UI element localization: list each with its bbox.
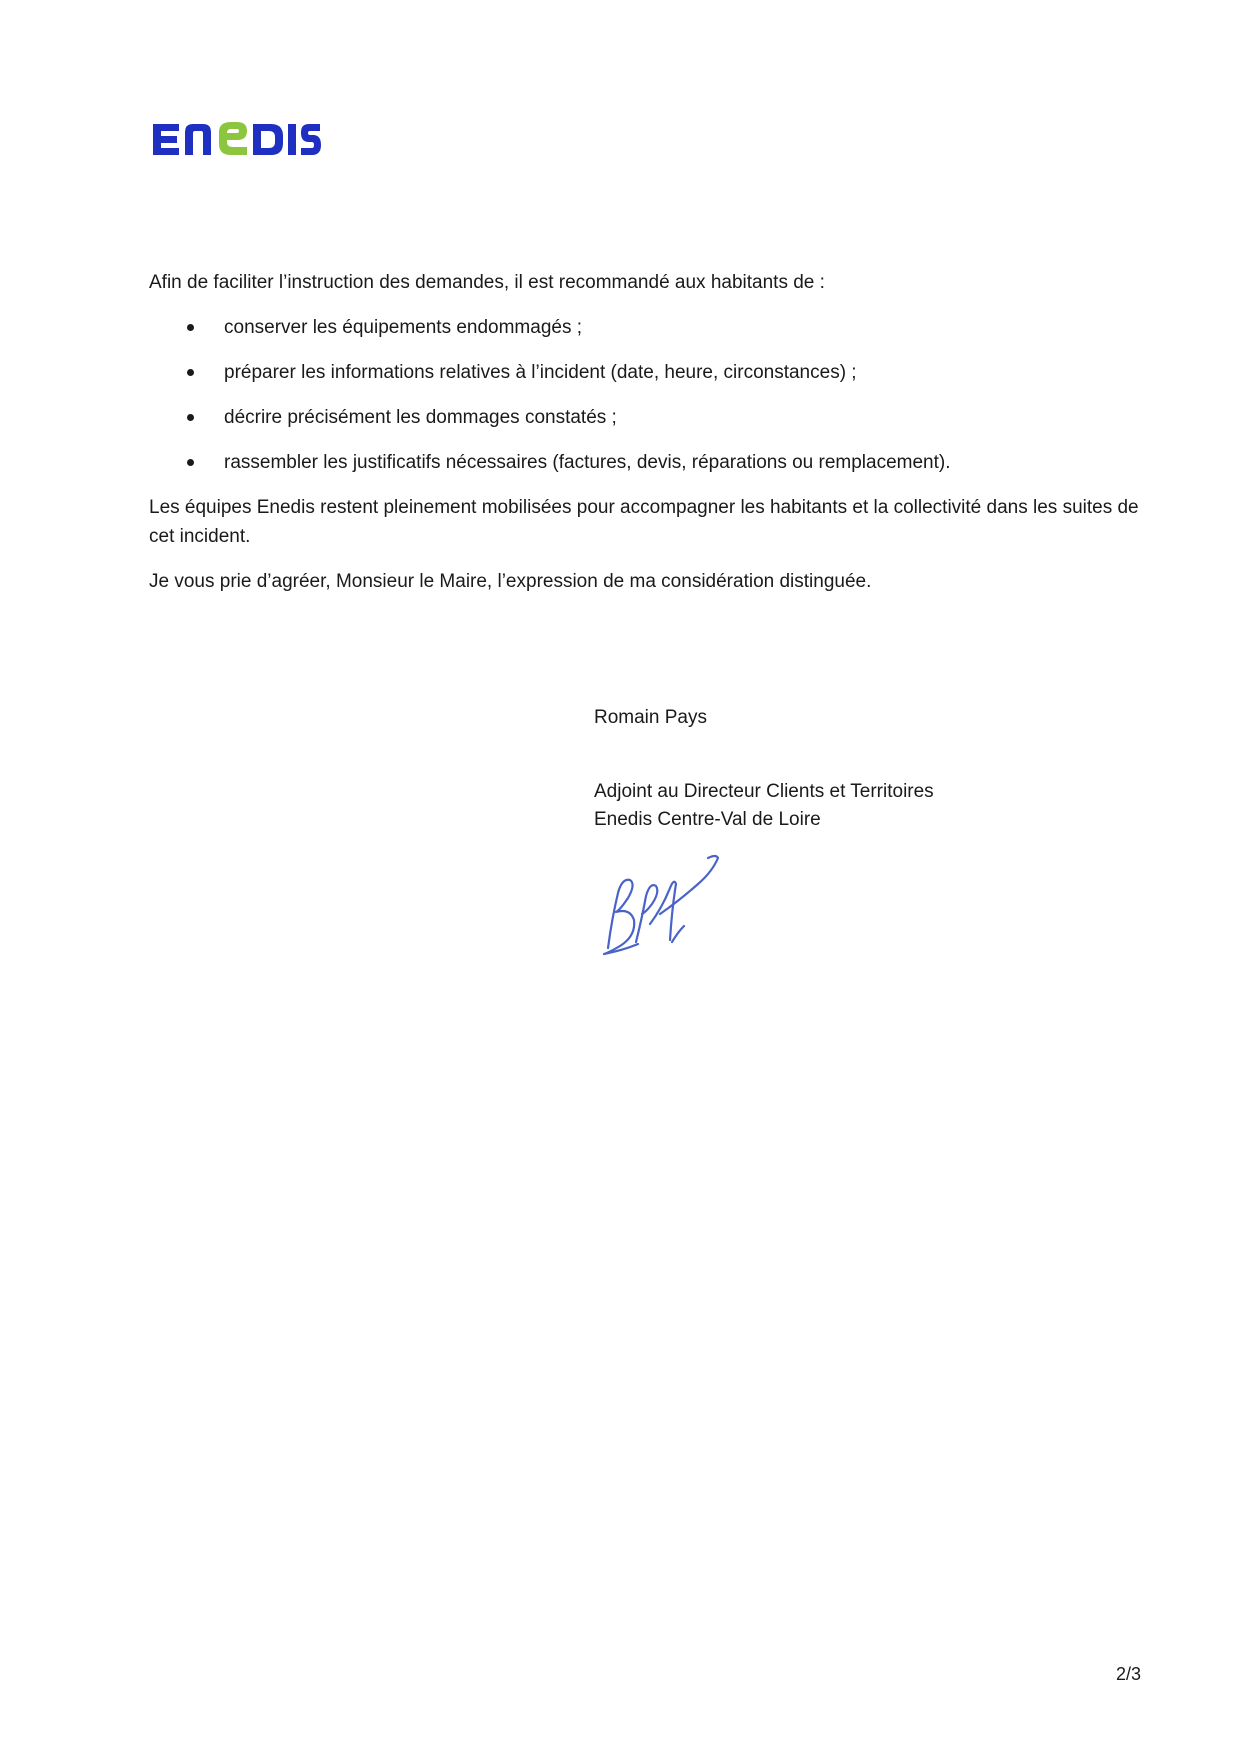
list-item: rassembler les justificatifs nécessaires (factures, devis, réparations ou remplacement). — [149, 448, 1139, 477]
enedis-logo — [149, 118, 321, 160]
closing-paragraph: Je vous prie d’agréer, Monsieur le Maire, l’expression de ma considération distinguée. — [149, 571, 872, 592]
signature-block — [594, 704, 1154, 834]
intro-paragraph: Afin de faciliter l’instruction des demandes, il est recommandé aux habitants de : — [149, 272, 825, 293]
handwritten-signature — [590, 848, 740, 963]
list-item: préparer les informations relatives à l’incident (date, heure, circonstances) ; — [149, 358, 1139, 387]
letter-body — [149, 268, 1139, 612]
signatory-role: Adjoint au Directeur Clients et Territoires — [594, 781, 934, 802]
list-item: conserver les équipements endommagés ; — [149, 313, 1139, 342]
page-number: 2/3 — [1115, 1664, 1141, 1684]
mobilisation-paragraph: Les équipes Enedis restent pleinement mobilisées pour accompagner les habitants et la collectivité dans les suites de cet incident. — [149, 497, 1139, 547]
recommendations-list — [149, 313, 1139, 477]
signatory-name: Romain Pays — [594, 707, 707, 728]
list-item: décrire précisément les dommages constatés ; — [149, 403, 1139, 432]
signatory-organization: Enedis Centre-Val de Loire — [594, 809, 821, 830]
